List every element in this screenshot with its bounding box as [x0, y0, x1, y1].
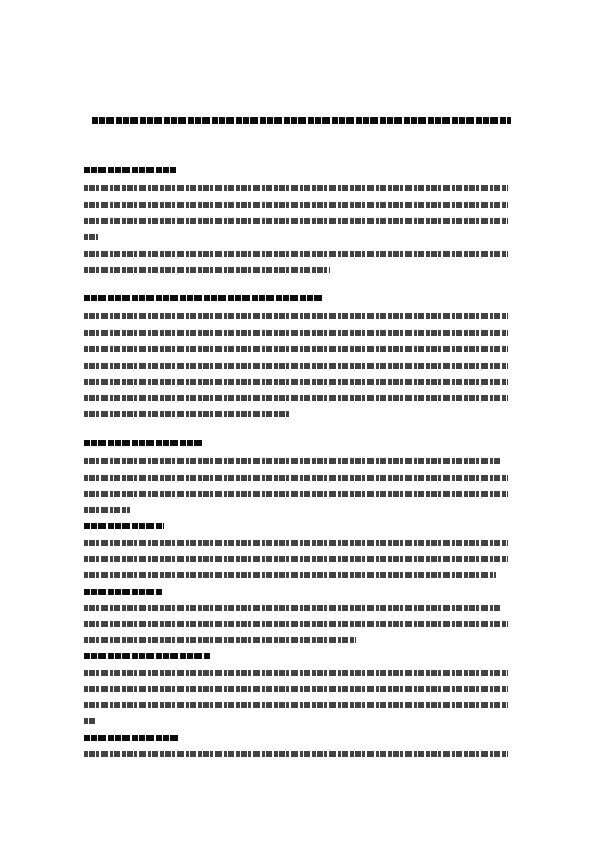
paragraph-line	[84, 475, 508, 481]
subsection-heading	[84, 653, 210, 659]
paragraph-line	[84, 234, 98, 240]
paragraph-line	[84, 670, 508, 676]
paragraph-line	[84, 411, 289, 417]
subsection-heading	[84, 735, 180, 741]
paragraph-line	[84, 718, 96, 724]
subsection-heading	[84, 523, 164, 529]
paragraph-line	[84, 346, 508, 352]
paragraph-line	[84, 702, 508, 708]
section-heading	[84, 167, 176, 173]
paragraph-line	[84, 507, 130, 513]
paragraph-line	[84, 621, 508, 627]
paragraph-line	[84, 395, 508, 401]
document-title	[92, 117, 511, 124]
paragraph-line	[84, 251, 508, 257]
paragraph-line	[84, 540, 508, 546]
subsection-heading	[84, 589, 162, 595]
paragraph-line	[84, 330, 508, 336]
paragraph-line	[84, 572, 496, 578]
paragraph-line	[84, 363, 508, 369]
paragraph-line	[84, 637, 356, 643]
paragraph-line	[84, 218, 508, 224]
paragraph-line	[84, 556, 508, 562]
paragraph-line	[84, 313, 508, 319]
paragraph-line	[84, 491, 508, 497]
paragraph-line	[84, 379, 508, 385]
section-heading	[84, 295, 324, 301]
paragraph-line	[84, 202, 508, 208]
paragraph-line	[84, 686, 508, 692]
paragraph-line	[84, 267, 330, 273]
section-heading	[84, 440, 202, 446]
paragraph-line	[84, 185, 508, 191]
paragraph-line	[84, 458, 500, 464]
paragraph-line	[84, 751, 508, 757]
paragraph-line	[84, 605, 500, 611]
